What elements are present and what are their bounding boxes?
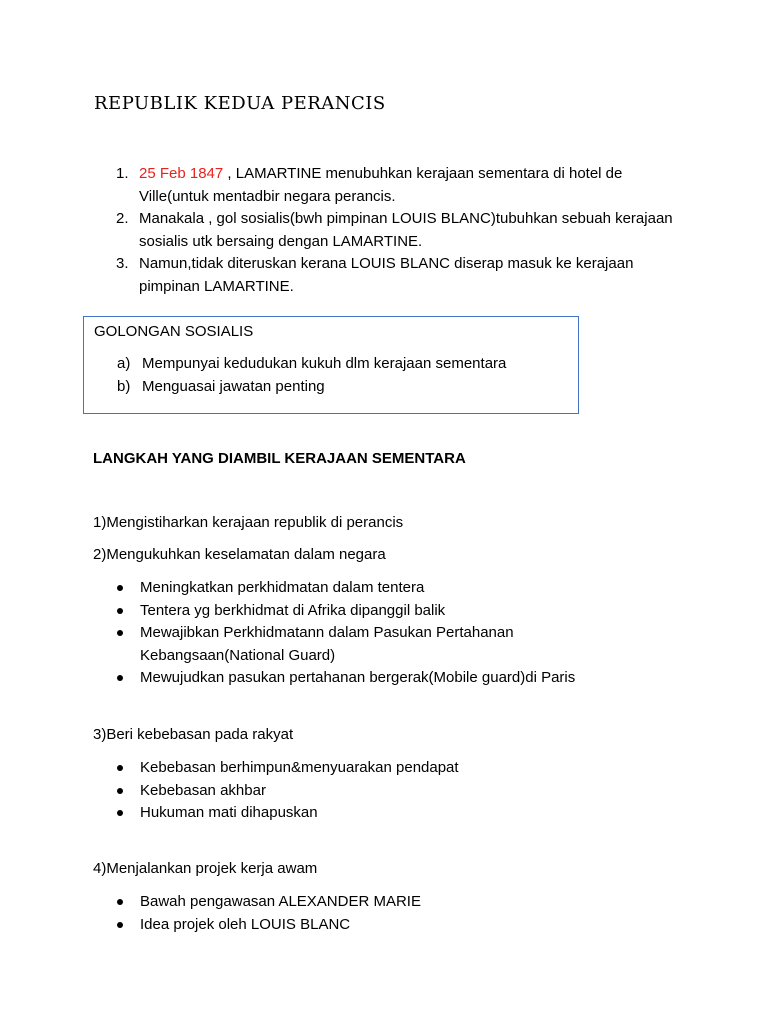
list-item-text: Mempunyai kedudukan kukuh dlm kerajaan sementara xyxy=(142,355,507,372)
section-4-title: 4)Menjalankan projek kerja awam xyxy=(93,860,318,877)
list-item xyxy=(116,208,676,253)
list-item-text: , LAMARTINE menubuhkan kerajaan sementara di hotel de Ville(untuk mentadbir negara perancis. xyxy=(139,165,623,205)
list-item: Bawah pengawasan ALEXANDER MARIE xyxy=(116,891,676,914)
list-item: Mewajibkan Perkhidmatann dalam Pasukan Pertahanan Kebangsaan(National Guard) xyxy=(116,622,570,667)
list-marker: b) xyxy=(117,377,131,395)
numbered-list xyxy=(116,163,676,298)
section-heading: LANGKAH YANG DIAMBIL KERAJAAN SEMENTARA xyxy=(93,450,466,467)
list-item: Kebebasan berhimpun&menyuarakan pendapat xyxy=(116,757,676,780)
list-item xyxy=(116,163,676,208)
list-marker: a) xyxy=(117,355,131,372)
list-item xyxy=(117,353,506,376)
list-item: Idea projek oleh LOUIS BLANC xyxy=(116,914,676,937)
list-item: Meningkatkan perkhidmatan dalam tentera xyxy=(116,577,676,600)
section-3-title: 3)Beri kebebasan pada rakyat xyxy=(93,726,294,743)
list-item-text: Namun,tidak diteruskan kerana LOUIS BLANC diserap masuk ke kerajaan pimpinan LAMARTINE. xyxy=(139,255,634,295)
list-item xyxy=(116,253,676,298)
list-item-text: Manakala , gol sosialis(bwh pimpinan LOUIS BLANC)tubuhkan sebuah kerajaan sosialis utk bersaing dengan LAMARTINE. xyxy=(139,210,673,250)
list-item-text: Menguasai jawatan penting xyxy=(142,377,325,395)
list-number: 3. xyxy=(116,255,129,272)
highlight-date: 25 Feb 1847 xyxy=(139,165,224,182)
section-1-title: 1)Mengistiharkan kerajaan republik di perancis xyxy=(93,514,404,531)
list-item: Tentera yg berkhidmat di Afrika dipanggil balik xyxy=(116,600,676,623)
list-item: Kebebasan akhbar xyxy=(116,780,676,803)
section-2-bullets xyxy=(116,577,676,690)
list-item xyxy=(117,376,506,399)
list-number: 1. xyxy=(116,165,129,182)
page-title: REPUBLIK KEDUA PERANCIS xyxy=(94,93,386,114)
box-title: GOLONGAN SOSIALIS xyxy=(94,323,254,340)
section-2-title: 2)Mengukuhkan keselamatan dalam negara xyxy=(93,546,386,563)
list-item: Hukuman mati dihapuskan xyxy=(116,802,676,825)
list-item: Mewujudkan pasukan pertahanan bergerak(Mobile guard)di Paris xyxy=(116,667,676,690)
info-box xyxy=(83,316,579,414)
section-3-bullets xyxy=(116,757,676,825)
box-list xyxy=(117,353,506,398)
section-4-bullets xyxy=(116,891,676,936)
list-number: 2. xyxy=(116,210,129,227)
